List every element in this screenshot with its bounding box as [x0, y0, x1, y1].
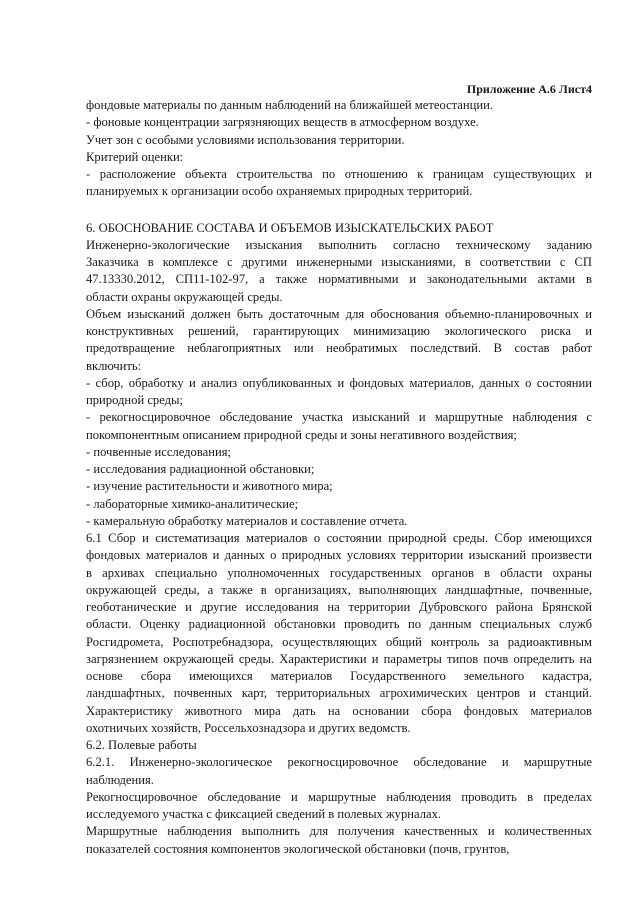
text-line: ландшафтных, почвенных карт, территориальных агрохимических центров и станций.	[86, 686, 592, 701]
text-line: - лабораторные химико-аналитические;	[86, 496, 299, 511]
text-line: фондовых материалов и данных о природных условиях территории изысканий произвести	[86, 548, 592, 563]
sheet-header: Приложение А.6 Лист4	[466, 82, 592, 96]
text-line: - изучение растительности и животного мира;	[86, 479, 333, 494]
text-line: Росгидромета, Роспотребнадзора, осуществляющих общий контроль за радиоактивным	[86, 634, 592, 649]
text-line: - камеральную обработку материалов и составление отчета.	[86, 513, 408, 528]
text-line: Характеристику животного мира дать на основании сбора фондовых материалов	[86, 703, 592, 718]
text-line: Критерий оценки:	[86, 149, 184, 164]
text-line: Учет зон с особыми условиями использования территории.	[86, 132, 405, 147]
text-line: природной среды;	[86, 393, 184, 407]
text-line: геоботанические и другие исследования на территории Дубровского района Брянской	[86, 600, 592, 614]
text-line: Объем изысканий должен быть достаточным для обоснования объемно-планировочных и	[86, 306, 592, 321]
text-line: - рекогносцировочное обследование участка изысканий и маршрутные наблюдения с	[86, 410, 592, 425]
text-line: фондовые материалы по данным наблюдений на ближайшей метеостанции.	[86, 98, 494, 112]
text-line: окружающей среды, а также в организациях, выполняющих ландшафтные, почвенные,	[86, 582, 592, 597]
text-line: охотничьих хозяйств, Россельхознадзора и других ведомств.	[86, 720, 411, 735]
text-line: области охраны окружающей среды.	[86, 289, 283, 304]
text-line: Рекогносцировочное обследование и маршрутные наблюдения проводить в пределах	[86, 789, 592, 804]
paragraph-spacer	[86, 201, 592, 220]
text-line: наблюдения.	[86, 772, 154, 787]
text-line: - сбор, обработку и анализ опубликованных и фондовых материалов, данных о состоянии	[86, 375, 592, 390]
text-line: 6.2. Полевые работы	[86, 738, 197, 752]
text-line: - почвенные исследования;	[86, 444, 231, 459]
text-line: основе сбора имеющихся материалов Государственного земельного кадастра,	[86, 669, 592, 683]
text-line: Заказчика в комплексе с другими инженерными изысканиями, в соответствии с СП	[86, 255, 592, 269]
text-line: Инженерно-экологические изыскания выполнить согласно техническому заданию	[86, 237, 592, 252]
text-line: в архивах специально уполномоченных государственных органов в области охраны	[86, 565, 592, 580]
text-line: 6.1 Сбор и систематизация материалов о состоянии природной среды. Сбор имеющихся	[86, 531, 592, 545]
text-line: включить:	[86, 358, 142, 373]
text-line: области. Оценку радиационной обстановки проводить по данным специальных служб	[86, 617, 592, 632]
text-line: предотвращение неблагоприятных или необратимых последствий. В состав работ	[86, 341, 592, 356]
text-line: - расположение объекта строительства по отношению к границам существующих и	[86, 167, 592, 181]
text-line: 6. ОБОСНОВАНИЕ СОСТАВА И ОБЪЕМОВ ИЗЫСКАТЕЛЬСКИХ РАБОТ	[86, 220, 494, 235]
text-line: - исследования радиационной обстановки;	[86, 462, 315, 476]
text-line: загрязнением окружающей среды. Характеристики и параметры типов почв определить на	[86, 651, 592, 666]
text-line: Маршрутные наблюдения выполнить для получения качественных и количественных	[86, 824, 592, 839]
text-line: 6.2.1. Инженерно-экологическое рекогносцировочное обследование и маршрутные	[86, 755, 592, 770]
text-line: покомпонентным описанием природной среды и зоны негативного воздействия;	[86, 427, 517, 442]
text-line: показателей состояния компонентов экологической обстановки (почв, грунтов,	[86, 841, 510, 856]
text-line: 47.13330.2012, СП11-102-97, а также нормативными и законодательными актами в	[86, 272, 592, 287]
document-body	[86, 97, 592, 858]
text-line: планируемых к организации особо охраняемых природных территорий.	[86, 184, 473, 199]
text-line: конструктивных решений, гарантирующих минимизацию экологического риска и	[86, 324, 592, 338]
text-line: исследуемого участка с фиксацией сведений в полевых журналах.	[86, 807, 442, 821]
text-line: - фоновые концентрации загрязняющих веществ в атмосферном воздухе.	[86, 115, 479, 130]
